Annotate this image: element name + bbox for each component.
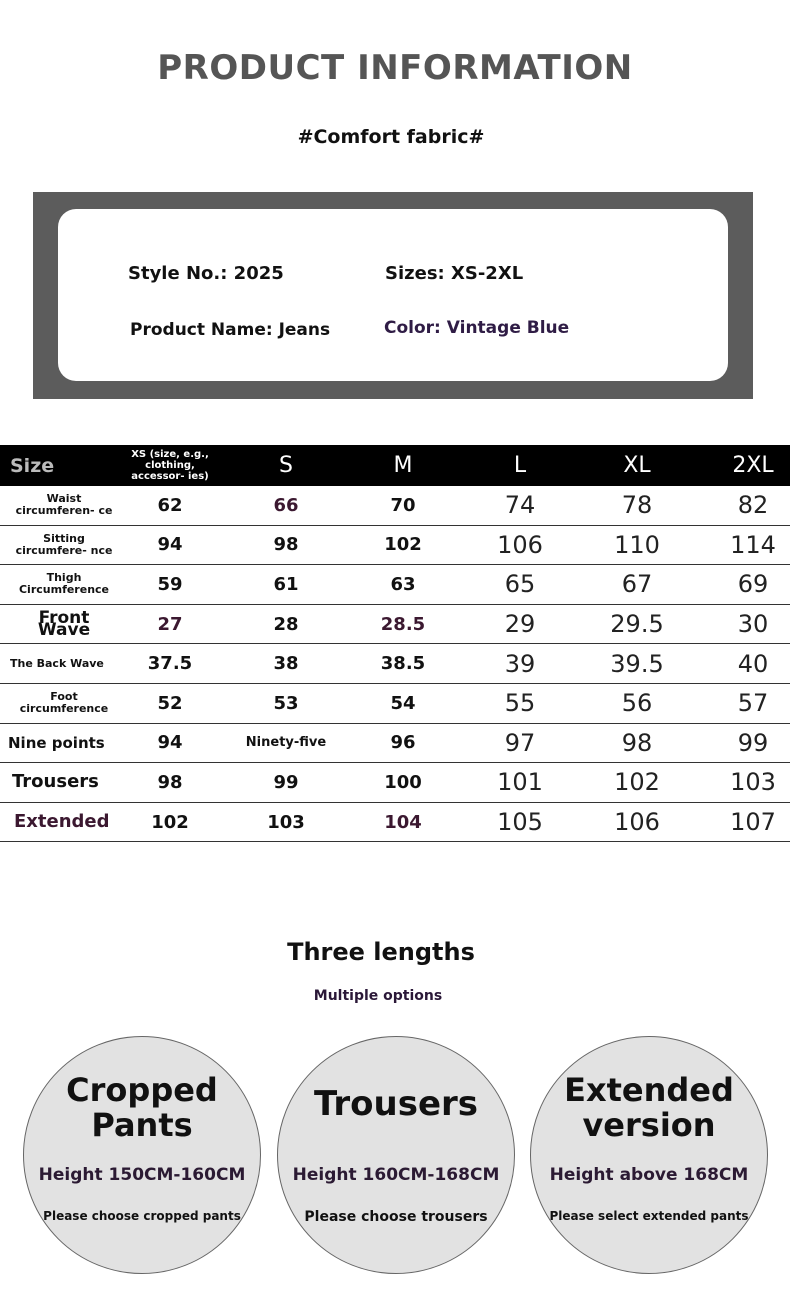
option-title: Trousers: [313, 1084, 479, 1124]
column-header: S: [279, 453, 293, 478]
table-cell: 82: [737, 491, 769, 520]
product-color: Color: Vintage Blue: [384, 318, 570, 338]
fabric-subtitle: #Comfort fabric#: [297, 126, 485, 148]
table-cell: Ninety-five: [245, 735, 327, 751]
table-row: [0, 605, 790, 645]
table-row: [0, 763, 790, 803]
option-height: Height 160CM-168CM: [292, 1165, 500, 1185]
row-label: Waist circumferen- ce: [15, 492, 113, 518]
lengths-subtitle: Multiple options: [313, 988, 443, 1004]
table-row: [0, 684, 790, 724]
option-height: Height 150CM-160CM: [38, 1165, 246, 1185]
product-info-panel: [33, 192, 753, 399]
table-cell: 74: [504, 491, 536, 520]
table-cell: 106: [497, 530, 543, 559]
table-cell: 63: [390, 573, 416, 595]
table-cell: 66: [273, 494, 299, 516]
table-cell: 70: [390, 494, 416, 516]
table-cell: 101: [497, 768, 543, 797]
row-label: Foot circumference: [19, 690, 109, 716]
table-row: [0, 565, 790, 605]
column-header: M: [393, 453, 413, 478]
table-cell: 100: [384, 771, 422, 793]
column-header: Size: [10, 454, 55, 477]
table-row: [0, 486, 790, 526]
column-header: 2XL: [732, 453, 774, 478]
table-cell: 106: [614, 808, 660, 837]
option-title: Cropped: [66, 1071, 218, 1109]
table-cell: 56: [621, 689, 653, 718]
table-cell: 110: [614, 530, 660, 559]
table-row: [0, 724, 790, 764]
table-cell: 27: [157, 613, 183, 635]
table-cell: 53: [273, 692, 299, 714]
table-cell: 62: [157, 494, 183, 516]
table-cell: 52: [157, 692, 183, 714]
table-row: [0, 644, 790, 684]
table-cell: 57: [737, 689, 769, 718]
table-cell: 38.5: [380, 653, 426, 675]
column-header: L: [513, 453, 527, 478]
row-label: Front Wave: [37, 608, 91, 641]
table-row: [0, 526, 790, 566]
table-cell: 28: [273, 613, 299, 635]
table-cell: 98: [157, 771, 183, 793]
table-cell: 103: [730, 768, 776, 797]
page-title: PRODUCT INFORMATION: [157, 48, 633, 88]
table-cell: 39.5: [610, 649, 664, 678]
table-cell: 59: [157, 573, 183, 595]
product-name: Product Name: Jeans: [130, 320, 331, 340]
table-cell: 94: [157, 534, 183, 556]
table-cell: 97: [504, 728, 536, 757]
table-cell: 105: [497, 808, 543, 837]
table-cell: 38: [273, 653, 299, 675]
table-cell: 29: [504, 610, 536, 639]
table-cell: 69: [737, 570, 769, 599]
table-cell: 98: [621, 728, 653, 757]
style-number: Style No.: 2025: [128, 263, 284, 284]
row-label: The Back Wave: [10, 656, 104, 670]
lengths-title: Three lengths: [287, 938, 475, 966]
table-cell: 28.5: [380, 613, 426, 635]
table-cell: 102: [384, 534, 422, 556]
table-cell: 99: [737, 728, 769, 757]
length-option-trousers: [277, 1036, 515, 1274]
table-cell: 30: [737, 610, 769, 639]
table-cell: 54: [390, 692, 416, 714]
option-title: Pants: [91, 1106, 193, 1144]
length-option-extended: [530, 1036, 768, 1274]
length-option-cropped: [23, 1036, 261, 1274]
table-cell: 39: [504, 649, 536, 678]
table-cell: 78: [621, 491, 653, 520]
option-note: Please choose trousers: [304, 1209, 488, 1225]
table-cell: 55: [504, 689, 536, 718]
table-cell: 94: [157, 732, 183, 754]
table-cell: 40: [737, 649, 769, 678]
table-cell: 37.5: [147, 653, 193, 675]
size-chart-table: [0, 445, 790, 842]
table-cell: 67: [621, 570, 653, 599]
product-info-card: [58, 209, 728, 381]
option-height: Height above 168CM: [549, 1165, 749, 1185]
table-cell: 99: [273, 771, 299, 793]
table-cell: 102: [614, 768, 660, 797]
row-label: Thigh Circumference: [18, 571, 110, 597]
table-cell: 98: [273, 534, 299, 556]
table-cell: 107: [730, 808, 776, 837]
table-cell: 102: [151, 811, 189, 833]
table-cell: 104: [384, 811, 422, 833]
sizes-range: Sizes: XS-2XL: [385, 263, 524, 284]
row-label: Extended: [14, 811, 110, 833]
table-row: [0, 803, 790, 843]
column-header: XS (size, e.g., clothing, accessor- ies): [131, 449, 209, 482]
option-title: Extended: [564, 1071, 734, 1109]
row-label: Trousers: [12, 771, 99, 793]
table-cell: 65: [504, 570, 536, 599]
table-header-row: [0, 445, 790, 486]
table-cell: 114: [730, 530, 776, 559]
row-label: Nine points: [8, 733, 105, 752]
table-cell: 29.5: [610, 610, 664, 639]
table-cell: 103: [267, 811, 305, 833]
row-label: Sitting circumfere- nce: [15, 531, 113, 557]
column-header: XL: [623, 453, 651, 478]
table-cell: 61: [273, 573, 299, 595]
option-note: Please choose cropped pants: [43, 1209, 241, 1223]
table-cell: 96: [390, 732, 416, 754]
option-title: version: [582, 1106, 716, 1144]
option-note: Please select extended pants: [549, 1209, 749, 1223]
